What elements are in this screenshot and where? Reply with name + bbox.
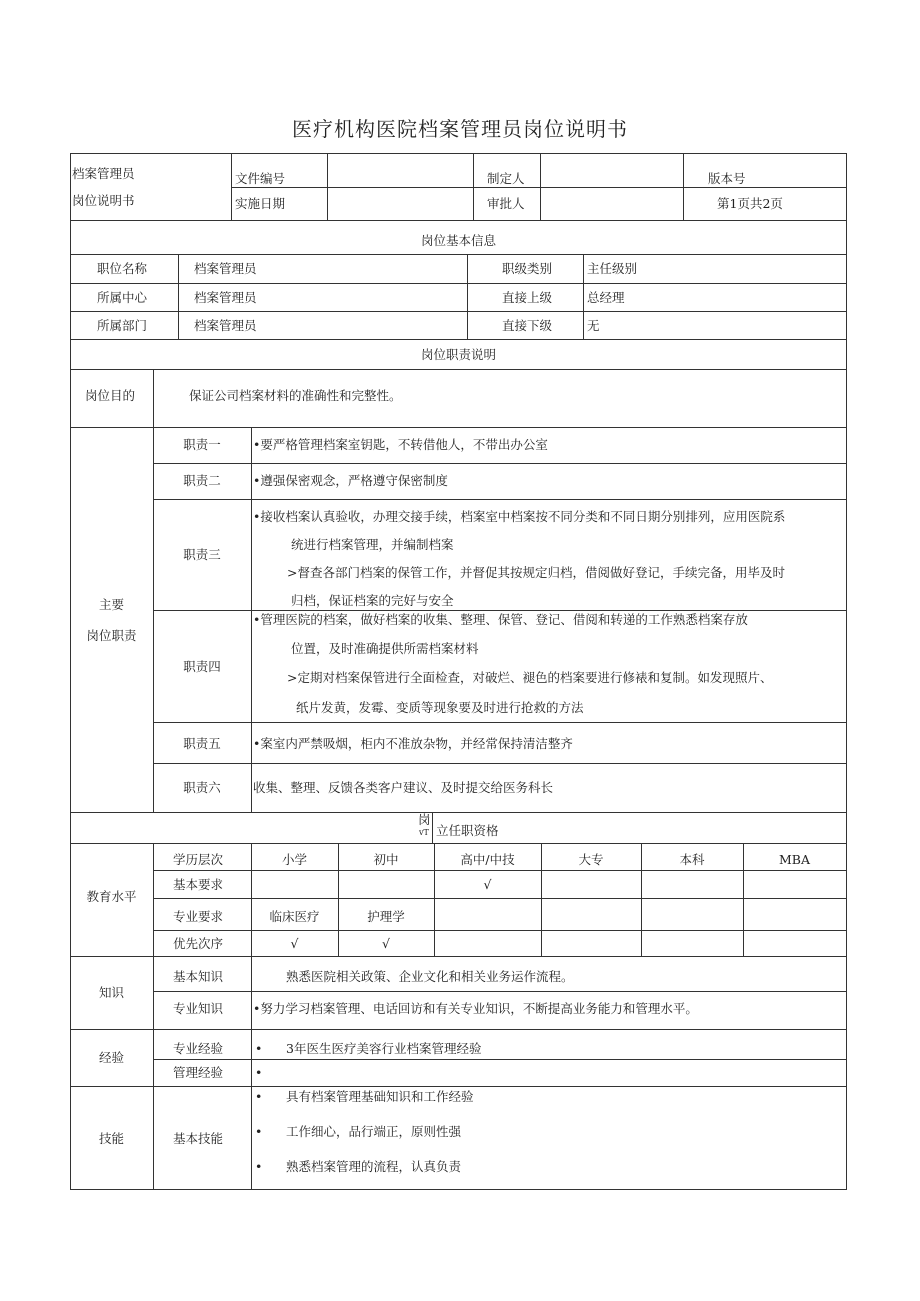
duty-text: >督查各部门档案的保管工作，并督促其按规定归档，借阅做好登记，手续完备，用毕及时	[287, 565, 785, 580]
skill-item: 具有档案管理基础知识和工作经验	[286, 1089, 474, 1104]
duty-text: >定期对档案保管进行全面检查，对破烂、褪色的档案要进行修裱和复制。如发现照片、	[287, 670, 773, 685]
author-label: 制定人	[487, 171, 525, 186]
duty-label: 职责四	[183, 659, 221, 674]
edu-level: 初中	[373, 852, 399, 867]
purpose-label: 岗位目的	[85, 388, 136, 403]
duty-text: •接收档案认真验收，办理交接手续，档案室中档案按不同分类和不同日期分别排列，应用医院系	[253, 509, 786, 524]
file-no-label: 文件编号	[235, 171, 286, 186]
approver-label: 审批人	[487, 196, 525, 211]
basic-label: 职级类别	[502, 261, 553, 276]
edu-row-label: 优先次序	[173, 936, 224, 951]
knowledge-label: 知识	[98, 985, 124, 1000]
edu-row-label: 学历层次	[173, 852, 224, 867]
duty-text: •案室内严禁吸烟，柜内不准放杂物，并经常保持清洁整齐	[253, 736, 573, 751]
duty-text: •要严格管理档案室钥匙，不转借他人，不带出办公室	[253, 437, 548, 452]
edu-cell: √	[290, 936, 299, 951]
edu-level: 小学	[281, 852, 307, 867]
basic-value: 档案管理员	[194, 290, 257, 305]
skills-row-label: 基本技能	[173, 1131, 224, 1146]
skill-item: 工作细心，品行端正，原则性强	[286, 1124, 462, 1139]
duty-text: 收集、整理、反馈各类客户建议、及时提交给医务科长	[253, 780, 554, 795]
knowledge-row-label: 专业知识	[173, 1001, 224, 1016]
knowledge-row-label: 基本知识	[173, 969, 224, 984]
main-duties-label: 主要	[98, 597, 124, 612]
edu-level: 大专	[578, 852, 604, 867]
section-qualification: vT	[419, 828, 429, 837]
duty-text: 位置，及时准确提供所需档案材料	[291, 641, 479, 656]
edu-cell: √	[483, 877, 492, 892]
experience-row-label: 管理经验	[173, 1065, 224, 1080]
doc-name-line2: 岗位说明书	[72, 193, 135, 208]
basic-label: 所属部门	[97, 318, 148, 333]
duty-text: •遵强保密观念，严格遵守保密制度	[253, 473, 448, 488]
duty-text: 统进行档案管理，并编制档案	[291, 537, 454, 552]
duty-label: 职责一	[183, 437, 221, 452]
basic-value: 总经理	[587, 290, 625, 305]
section-qualification: 立任职资格	[436, 823, 499, 838]
duty-label: 职责二	[183, 473, 221, 488]
edu-level: MBA	[778, 852, 810, 867]
duty-text: •管理医院的档案，做好档案的收集、整理、保管、登记、借阅和转递的工作熟悉档案存放	[253, 612, 748, 627]
duty-text: 归档，保证档案的完好与安全	[291, 593, 454, 608]
basic-value: 无	[587, 318, 600, 333]
edu-level: 高中/中技	[460, 852, 515, 867]
bullet: •	[255, 1089, 263, 1104]
section-qualification: 岗	[418, 812, 431, 827]
basic-label: 直接上级	[502, 290, 553, 305]
edu-cell: 护理学	[367, 909, 405, 924]
doc-name-line1: 档案管理员	[72, 166, 135, 181]
edu-row-label: 专业要求	[173, 909, 224, 924]
section-basic-info: 岗位基本信息	[420, 233, 496, 248]
basic-label: 职位名称	[97, 261, 148, 276]
page-info: 第1页共2页	[717, 196, 783, 211]
skill-item: 熟悉档案管理的流程，认真负责	[286, 1159, 462, 1174]
experience-label: 经验	[98, 1050, 124, 1065]
purpose-text: 保证公司档案材料的准确性和完整性。	[189, 388, 402, 403]
experience-text: 3年医生医疗美容行业档案管理经验	[286, 1041, 482, 1056]
experience-text: •	[255, 1065, 263, 1080]
duty-label: 职责六	[183, 780, 221, 795]
section-duties: 岗位职责说明	[420, 347, 496, 362]
main-duties-label: 岗位职责	[86, 628, 137, 643]
experience-row-label: 专业经验	[173, 1041, 224, 1056]
basic-value: 档案管理员	[194, 318, 257, 333]
basic-value: 主任级别	[587, 261, 638, 276]
skills-label: 技能	[98, 1131, 124, 1146]
basic-value: 档案管理员	[194, 261, 257, 276]
basic-label: 直接下级	[502, 318, 553, 333]
basic-label: 所属中心	[97, 290, 148, 305]
impl-date-label: 实施日期	[235, 196, 286, 211]
bullet: •	[255, 1041, 263, 1056]
knowledge-text: 熟悉医院相关政策、企业文化和相关业务运作流程。	[286, 969, 574, 984]
duty-text: 纸片发黄，发霉、变质等现象要及时进行抢救的方法	[296, 700, 584, 715]
edu-cell: 临床医疗	[269, 909, 320, 924]
edu-cell: √	[382, 936, 390, 951]
knowledge-text: •努力学习档案管理、电话回访和有关专业知识，不断提高业务能力和管理水平。	[253, 1001, 698, 1016]
duty-label: 职责五	[183, 736, 221, 751]
bullet: •	[255, 1124, 263, 1139]
page-title: 医疗机构医院档案管理员岗位说明书	[292, 117, 628, 141]
bullet: •	[255, 1159, 263, 1174]
edu-row-label: 基本要求	[173, 877, 224, 892]
education-label: 教育水平	[86, 889, 137, 904]
edu-level: 本科	[679, 852, 705, 867]
version-label: 版本号	[708, 171, 746, 186]
duty-label: 职责三	[183, 547, 221, 562]
